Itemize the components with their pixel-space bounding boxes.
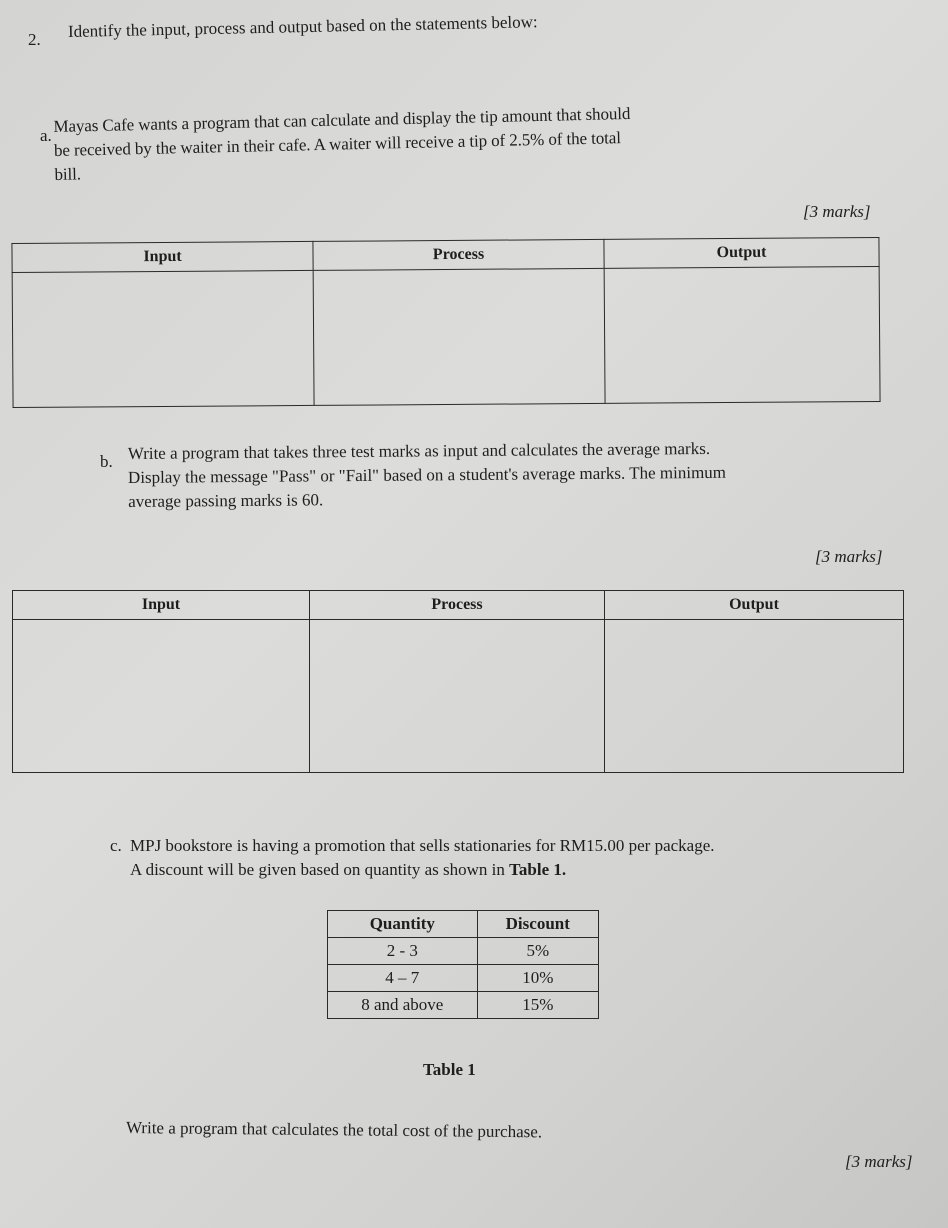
part-c-line: A discount will be given based on quantity as shown in xyxy=(130,860,510,879)
part-c-task: Write a program that calculates the total cost of the purchase. xyxy=(125,1118,543,1142)
part-a-line: bill. xyxy=(54,164,82,184)
part-b-line: average passing marks is 60. xyxy=(128,490,324,511)
table-row xyxy=(328,965,599,992)
part-b-line: Display the message "Pass" or "Fail" based on a student's average marks. The minimum xyxy=(127,462,727,487)
part-c-line: MPJ bookstore is having a promotion that sells stationaries for RM15.00 per package. xyxy=(130,836,715,855)
discount-table xyxy=(327,910,599,1019)
part-a-ipo-table xyxy=(11,237,880,408)
discount-cell: 10% xyxy=(477,965,598,992)
table-caption: Table 1 xyxy=(423,1060,476,1079)
header-process: Process xyxy=(310,591,605,620)
output-cell[interactable] xyxy=(605,620,904,773)
part-b-marks: [3 marks] xyxy=(815,547,883,566)
header-process: Process xyxy=(313,239,604,270)
table-row xyxy=(328,938,599,965)
quantity-cell: 4 – 7 xyxy=(328,965,478,992)
process-cell[interactable] xyxy=(310,620,605,773)
question-number: 2. xyxy=(28,30,41,49)
part-b-ipo-table xyxy=(12,590,904,773)
part-a-label: a. xyxy=(40,126,52,145)
discount-cell: 5% xyxy=(477,938,598,965)
header-output: Output xyxy=(604,237,879,268)
quantity-cell: 2 - 3 xyxy=(328,938,478,965)
part-c-label: c. xyxy=(110,836,122,855)
part-b-line: Write a program that takes three test marks as input and calculates the average marks. xyxy=(127,438,711,464)
input-cell[interactable] xyxy=(13,620,310,773)
part-a-marks: [3 marks] xyxy=(803,202,871,221)
process-cell[interactable] xyxy=(313,268,605,405)
header-output: Output xyxy=(605,591,904,620)
header-discount: Discount xyxy=(477,911,598,938)
table-reference: Table 1. xyxy=(509,860,567,879)
header-input: Input xyxy=(12,241,313,272)
table-row xyxy=(328,992,599,1019)
part-a-line: be received by the waiter in their cafe. A waiter will receive a tip of 2.5% of the total xyxy=(53,128,622,160)
part-b-label: b. xyxy=(100,452,113,471)
input-cell[interactable] xyxy=(12,270,314,407)
question-instruction: Identify the input, process and output based on the statements below: xyxy=(67,12,538,41)
part-a-line: Mayas Cafe wants a program that can calculate and display the tip amount that should xyxy=(53,103,631,137)
header-quantity: Quantity xyxy=(328,911,478,938)
output-cell[interactable] xyxy=(604,266,880,403)
quantity-cell: 8 and above xyxy=(328,992,478,1019)
part-c-marks: [3 marks] xyxy=(845,1152,913,1171)
header-input: Input xyxy=(13,591,310,620)
discount-cell: 15% xyxy=(477,992,598,1019)
